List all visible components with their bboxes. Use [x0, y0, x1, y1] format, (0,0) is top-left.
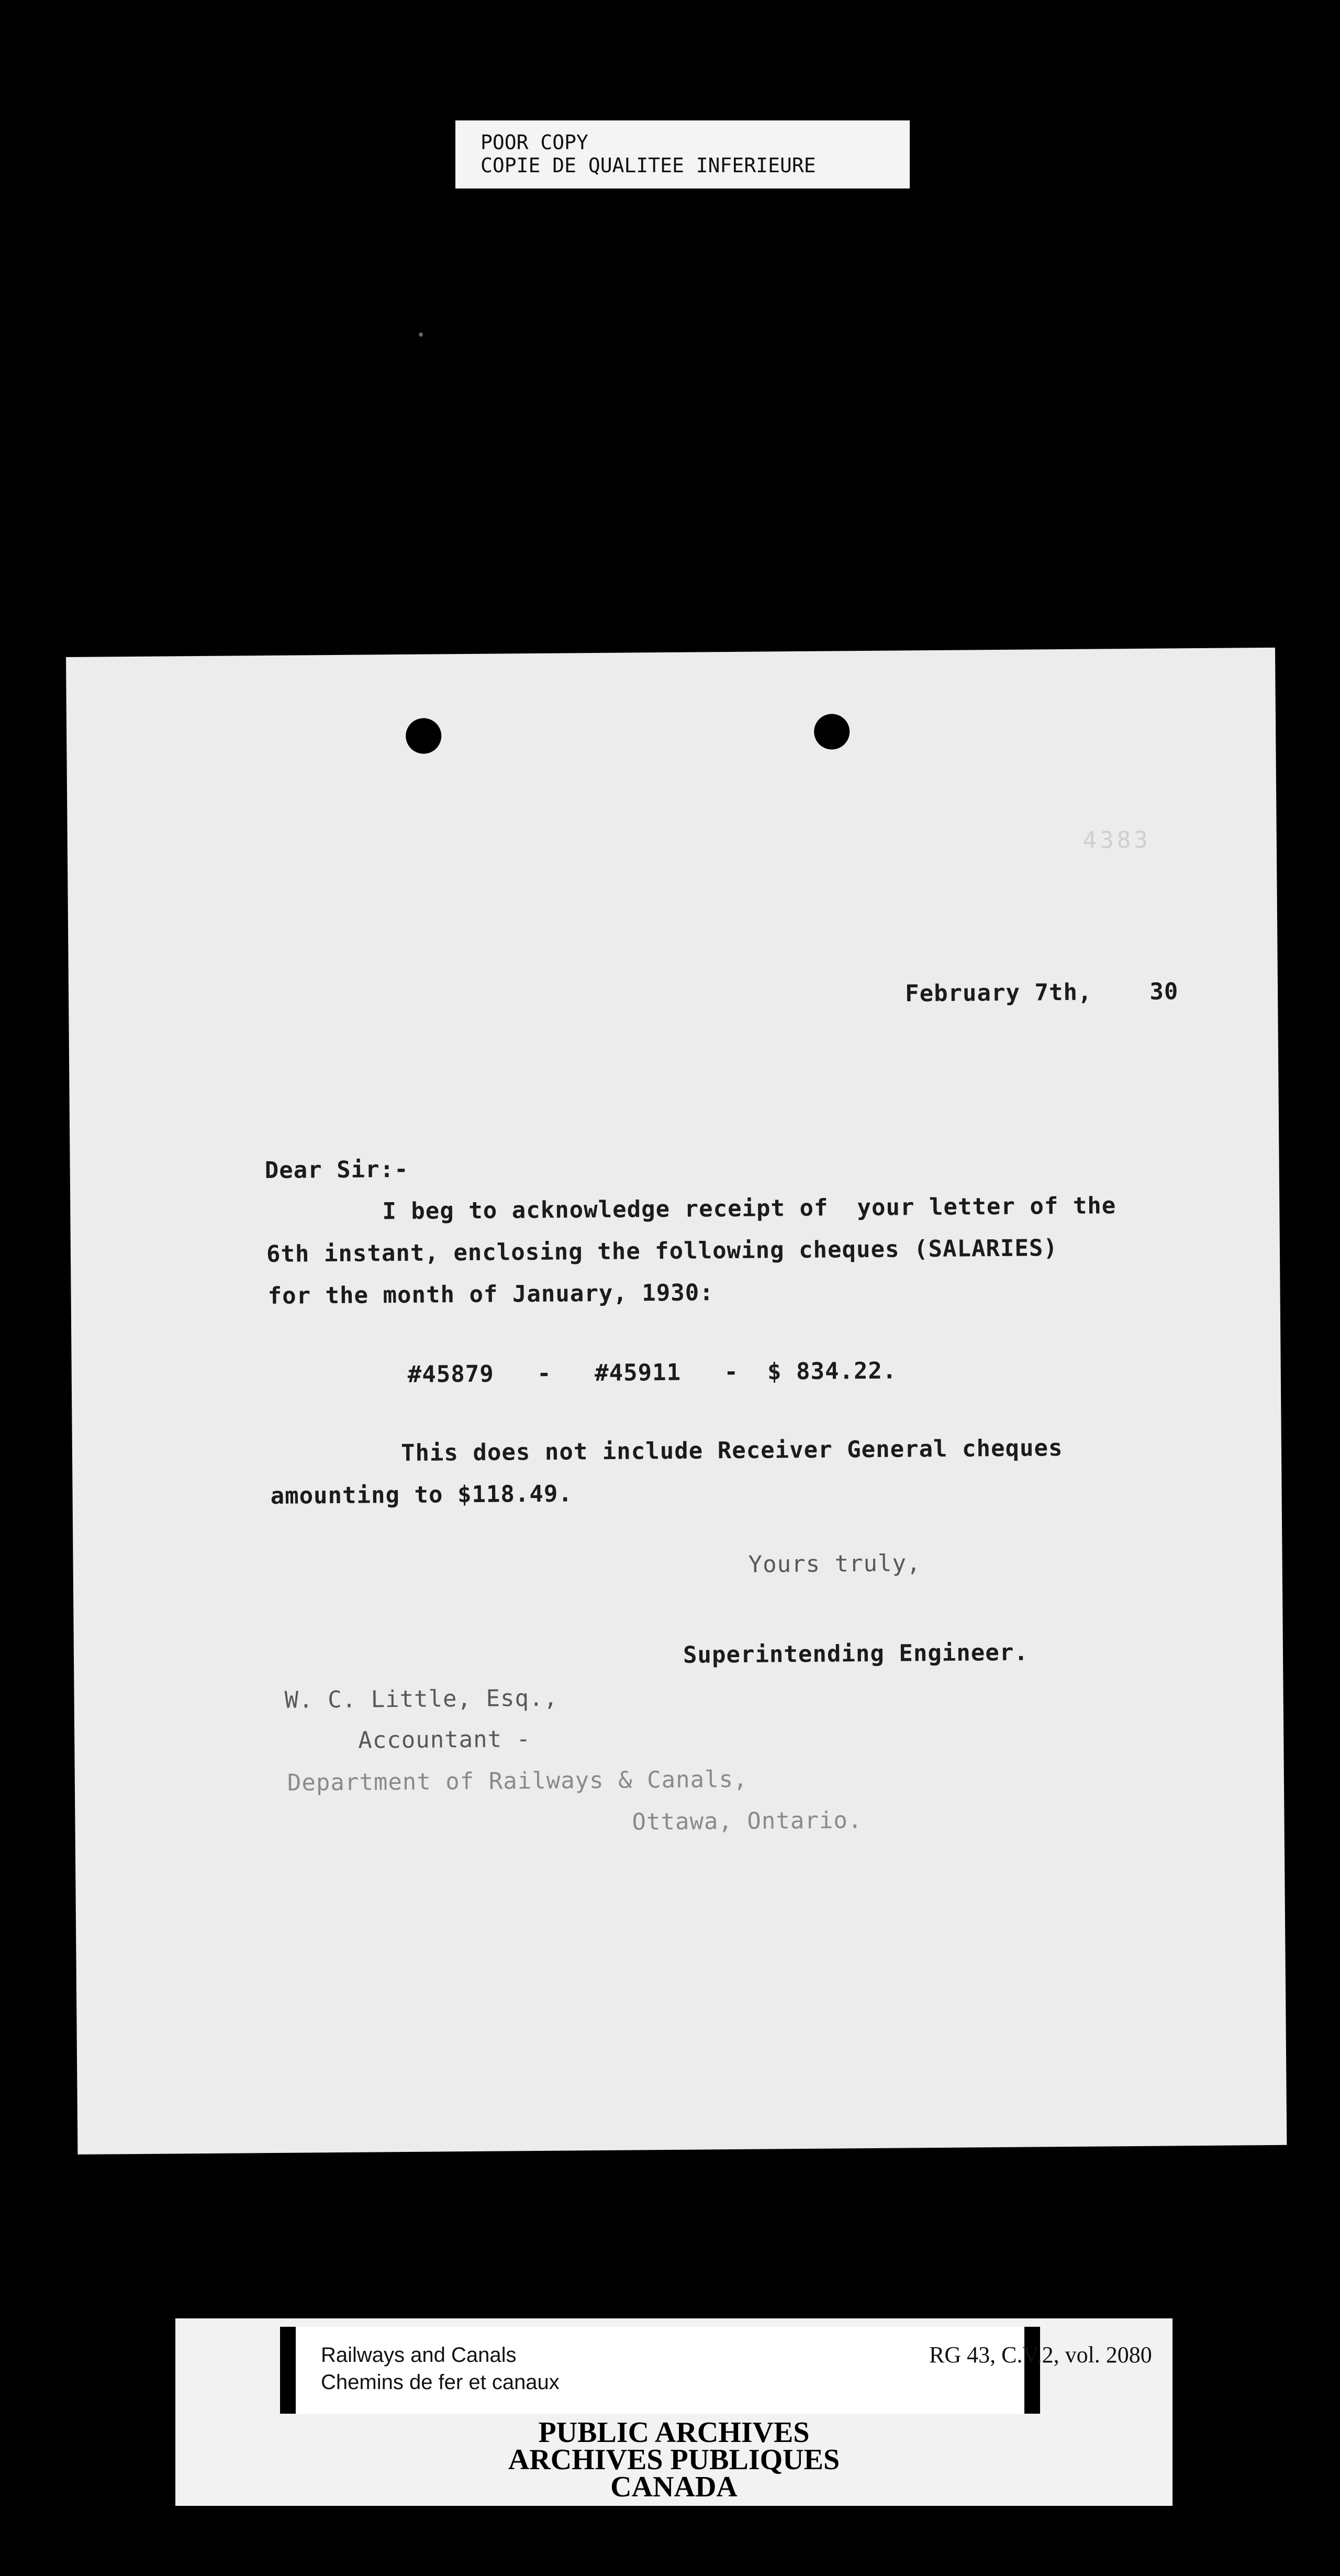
fonds-title-french: Chemins de fer et canaux: [321, 2371, 560, 2394]
paragraph-1-line-3: for the month of January, 1930:: [267, 1279, 714, 1310]
addressee-department: Department of Railways & Canals,: [287, 1766, 748, 1796]
fonds-title: [321, 2341, 560, 2396]
paragraph-2-line-2: amounting to $118.49.: [270, 1480, 573, 1509]
signature-title: Superintending Engineer.: [683, 1639, 1029, 1669]
paragraph-1-line-1: I beg to acknowledge receipt of your letter of the: [382, 1192, 1116, 1225]
archives-footer: [175, 2318, 1172, 2506]
archives-title-country: CANADA: [610, 2471, 738, 2503]
closing: Yours truly,: [748, 1550, 921, 1578]
fonds-title-english: Railways and Canals: [321, 2344, 517, 2367]
addressee-name: W. C. Little, Esq.,: [284, 1684, 559, 1714]
archives-title-french: ARCHIVES PUBLIQUES: [508, 2444, 840, 2476]
salutation: Dear Sir:-: [264, 1156, 409, 1184]
archives-title-english: PUBLIC ARCHIVES: [538, 2416, 810, 2449]
poor-copy-stamp: [455, 120, 910, 188]
paragraph-1-line-2: 6th instant, enclosing the following cheques (SALARIES): [266, 1235, 1058, 1268]
archival-reference: RG 43, C.V.2, vol. 2080: [929, 2342, 1152, 2368]
file-number: 4383: [1082, 826, 1151, 854]
punch-hole-right: [814, 714, 850, 750]
paragraph-2-line-1: This does not include Receiver General cheques: [400, 1435, 1063, 1467]
archives-title: [175, 2416, 1172, 2503]
poor-copy-line-2: COPIE DE QUALITEE INFERIEURE: [481, 154, 816, 177]
dust-speck: [419, 332, 423, 337]
cheque-numbers: #45879 - #45911 - $ 834.22.: [407, 1357, 897, 1388]
addressee-title: Accountant -: [358, 1726, 531, 1754]
addressee-city: Ottawa, Ontario.: [632, 1807, 863, 1836]
catalog-label: [280, 2327, 1152, 2414]
punch-hole-left: [406, 718, 442, 754]
letter-page: [66, 648, 1287, 2155]
letter-date: February 7th, 30: [904, 978, 1179, 1007]
poor-copy-line-1: POOR COPY: [481, 131, 588, 154]
